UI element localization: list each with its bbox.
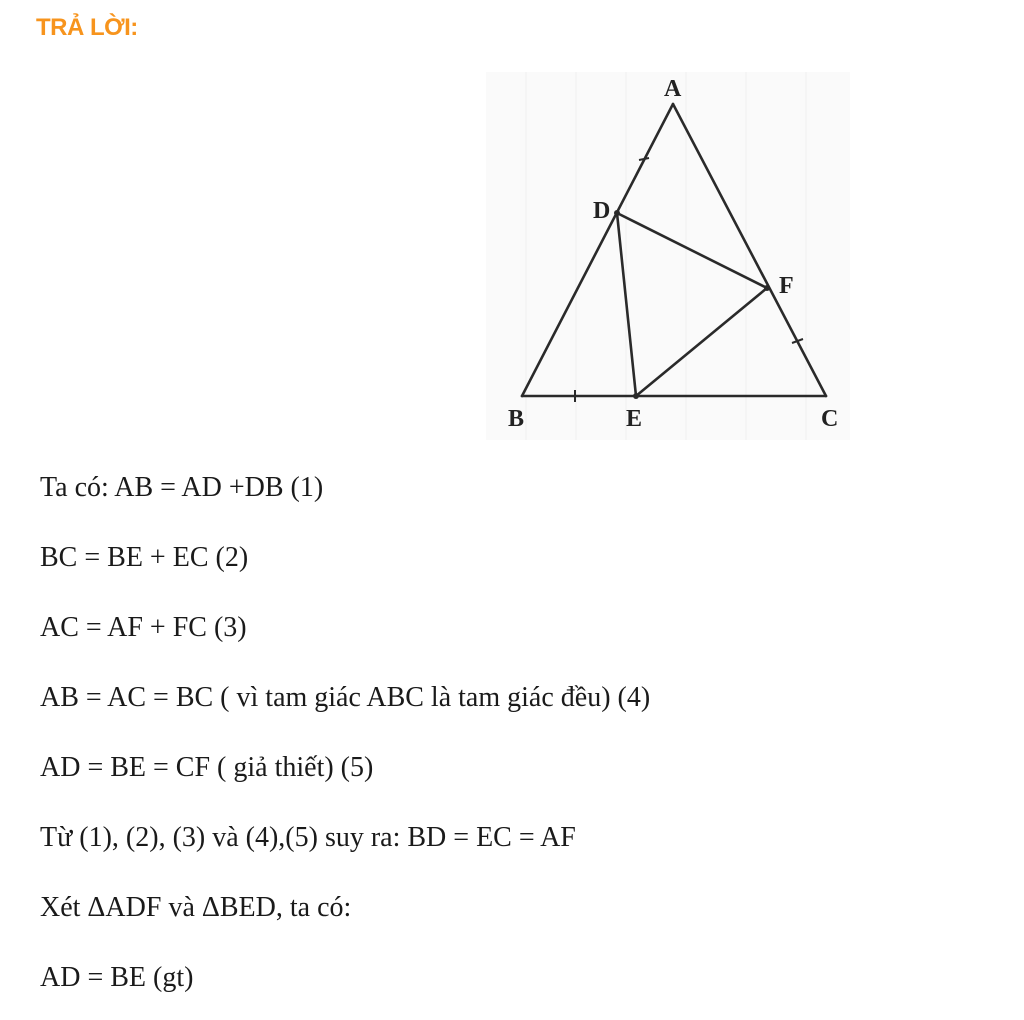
proof-line-5: AD = BE = CF ( giả thiết) (5) [40, 752, 374, 783]
proof-line-6: Từ (1), (2), (3) và (4),(5) suy ra: BD = EC = AF [40, 822, 576, 853]
point-e-dot [633, 393, 639, 399]
label-f: F [779, 273, 794, 299]
proof-line-7: Xét ΔADF và ΔBED, ta có: [40, 892, 352, 923]
proof-line-3: AC = AF + FC (3) [40, 612, 247, 643]
label-b: B [508, 406, 525, 432]
answer-heading: TRẢ LỜI: [36, 14, 138, 41]
label-e: E [626, 406, 643, 432]
proof-line-2: BC = BE + EC (2) [40, 542, 249, 573]
label-d: D [593, 198, 611, 224]
proof-line-8: AD = BE (gt) [40, 962, 194, 993]
label-c: C [821, 406, 839, 432]
proof-line-4: AB = AC = BC ( vì tam giác ABC là tam giác đều) (4) [40, 682, 651, 713]
label-a: A [664, 76, 682, 102]
figure-background [486, 72, 850, 440]
point-d-dot [614, 210, 620, 216]
triangle-figure [486, 72, 850, 440]
proof-line-1: Ta có: AB = AD +DB (1) [40, 472, 324, 503]
point-f-dot [764, 285, 770, 291]
triangle-diagram [486, 72, 850, 440]
